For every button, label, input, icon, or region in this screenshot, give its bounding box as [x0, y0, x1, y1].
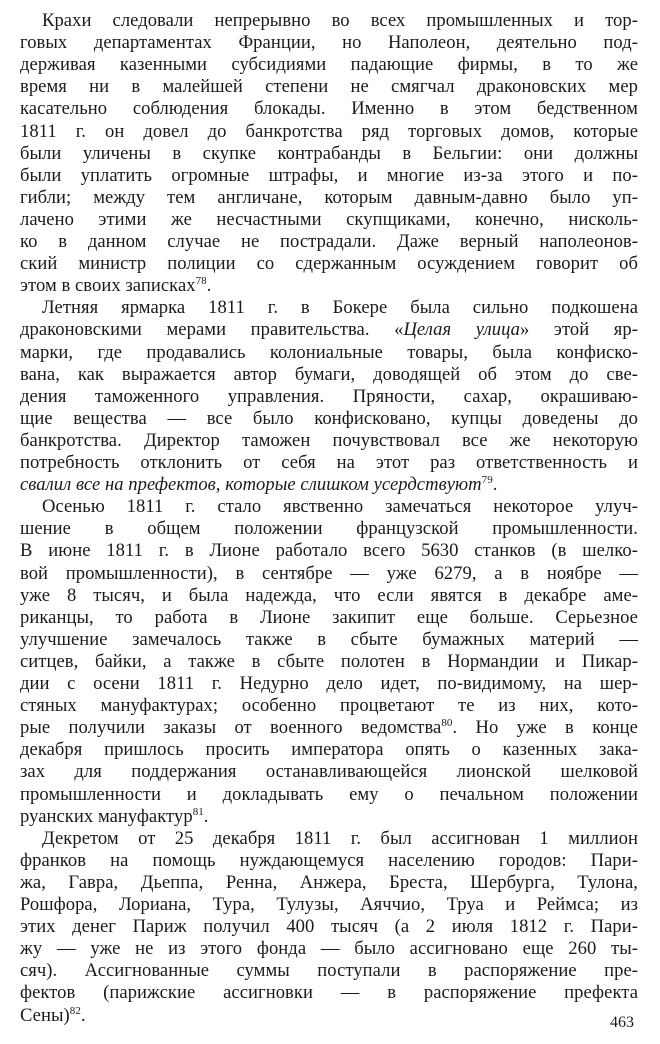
- text-line: [20, 695, 638, 717]
- text-line: [20, 629, 638, 651]
- line-text: драконовскими мерами правительства. «: [20, 319, 404, 341]
- line-text: Летняя ярмарка 1811 г. в Бокере была сильно подкошена: [42, 297, 638, 319]
- footnote-ref[interactable]: 79: [481, 474, 493, 487]
- text-line: [20, 275, 638, 297]
- text-line: [20, 386, 638, 408]
- line-text: вой промышленности), в сентябре — уже 6279, а в ноябре —: [20, 562, 638, 584]
- line-text: руанских мануфактур: [20, 805, 193, 827]
- line-text: 1811 г. он довел до банкротства ряд торговых домов, которые: [20, 120, 638, 142]
- line-text: время ни в малейшей степени не смягчал драконовских мер: [20, 76, 638, 98]
- text-line: [20, 143, 638, 165]
- text-line: [20, 585, 638, 607]
- text-line: [20, 10, 638, 32]
- line-text: стяных мануфактурах; особенно процветают те из них, кото-: [20, 695, 638, 717]
- italic-text: Целая улица: [403, 319, 520, 341]
- text-line: [20, 364, 638, 386]
- line-text: сяч). Ассигнованные суммы поступали в распоряжение пре-: [20, 960, 638, 982]
- text-line: [20, 850, 638, 872]
- footnote-ref[interactable]: 78: [195, 275, 207, 288]
- line-text: ко в данном случае не пострадали. Даже верный наполеонов-: [20, 231, 638, 252]
- footnote-ref[interactable]: 81: [192, 805, 204, 818]
- text-line: [20, 784, 638, 806]
- text-line: [20, 982, 638, 1004]
- text-line: [20, 563, 638, 585]
- line-text: банкротства. Директор таможен почувствовал все же некоторую: [20, 429, 638, 451]
- text-line: [20, 717, 638, 739]
- line-text: щие вещества — все было конфисковано, купцы доведены до: [20, 407, 638, 429]
- line-text: уже 8 тысяч, и была надежда, что если явятся в декабре аме-: [20, 584, 638, 606]
- footnote-ref[interactable]: 80: [441, 717, 453, 730]
- line-tail: .: [80, 1004, 86, 1026]
- text-line: [20, 98, 638, 120]
- text-line: [20, 1005, 638, 1027]
- line-text: этих денег Париж получил 400 тысяч (а 2 июля 1812 г. Пари-: [20, 916, 638, 938]
- italic-text: свалил все на префектов, которые слишком усердствуют: [20, 474, 482, 496]
- line-text: декабря пришлось просить императора опять о казенных зака-: [20, 739, 638, 761]
- text-line: [20, 121, 638, 143]
- line-text: лачено этими же несчастными скупщиками, конечно, нисколь-: [20, 208, 638, 230]
- line-tail: .: [203, 805, 209, 827]
- line-text: марки, где продавались колониальные товары, была конфиско-: [20, 341, 638, 363]
- line-text: вана, как выражается автор бумаги, доводящей об этом до све-: [20, 363, 638, 385]
- text-line: [20, 960, 638, 982]
- text-line: [20, 76, 638, 98]
- text-line: [20, 540, 638, 562]
- text-line: [20, 297, 638, 319]
- text-line: [20, 165, 638, 187]
- text-line: [20, 474, 638, 496]
- text-line: [20, 938, 638, 960]
- text-line: [20, 253, 638, 275]
- line-text: потребность отклонить от себя на этот раз ответственность и: [20, 452, 638, 473]
- line-text: этом в своих записках: [20, 275, 196, 297]
- text-line: [20, 761, 638, 783]
- text-line: [20, 54, 638, 76]
- line-text: жу — уже не из этого фонда — было ассигновано еще 260 ты-: [20, 938, 638, 960]
- line-text: промышленности и докладывать ему о печальном положении: [20, 783, 638, 805]
- line-text: Рошфора, Лориана, Тура, Тулузы, Аяччио, Труа и Реймса; из: [20, 894, 638, 915]
- line-text: зах для поддержания останавливающейся лионской шелковой: [20, 761, 638, 783]
- text-line: [20, 806, 638, 828]
- text-line: [20, 430, 638, 452]
- line-text: дения таможенного управления. Пряности, сахар, окрашиваю-: [20, 385, 638, 407]
- line-text: риканцы, то работа в Лионе закипит еще больше. Серьезное: [20, 606, 638, 628]
- text-line: [20, 319, 638, 341]
- line-text: Крахи следовали непрерывно во всех промышленных и тор-: [42, 10, 638, 31]
- text-line: [20, 872, 638, 894]
- text-line: [20, 496, 638, 518]
- text-line: [20, 518, 638, 540]
- line-text: дии с осени 1811 г. Недурно дело идет, по-видимому, на шер-: [20, 673, 638, 694]
- text-line: [20, 209, 638, 231]
- text-line: [20, 187, 638, 209]
- text-line: [20, 828, 638, 850]
- line-text: В июне 1811 г. в Лионе работало всего 5630 станков (в шелко-: [20, 540, 638, 562]
- line-text: Декретом от 25 декабря 1811 г. был ассигнован 1 миллион: [42, 827, 638, 849]
- text-line: [20, 607, 638, 629]
- text-line: [20, 739, 638, 761]
- line-text: говых департаментах Франции, но Наполеон, деятельно под-: [20, 32, 638, 54]
- line-tail: . Но уже в конце: [452, 717, 638, 739]
- text-line: [20, 408, 638, 430]
- text-line: [20, 231, 638, 253]
- line-text: касательно соблюдения блокады. Именно в этом бедственном: [20, 98, 638, 120]
- line-text: шение в общем положении французской промышленности.: [20, 518, 638, 540]
- footnote-ref[interactable]: 82: [69, 1004, 81, 1017]
- text-line: [20, 651, 638, 673]
- line-text: фектов (парижские ассигновки — в распоряжение префекта: [20, 982, 638, 1004]
- line-text: были уличены в скупке контрабанды в Бельгии: они должны: [20, 142, 638, 164]
- line-text: держивая казенными субсидиями падающие фирмы, в то же: [20, 54, 638, 76]
- line-text: Осенью 1811 г. стало явственно замечаться некоторое улуч-: [42, 496, 638, 518]
- line-tail: .: [206, 275, 212, 297]
- line-text: были уплатить огромные штрафы, и многие из-за этого и по-: [20, 164, 638, 186]
- line-text: Сены): [20, 1004, 70, 1026]
- line-text: ситцев, байки, а также в сбыте полотен в Нормандии и Пикар-: [20, 650, 638, 672]
- line-tail: .: [492, 474, 498, 496]
- line-text: ский министр полиции со сдержанным осуждением говорит об: [20, 253, 638, 275]
- text-line: [20, 916, 638, 938]
- line-text: гибли; между тем англичане, которым давным-давно было уп-: [20, 186, 638, 208]
- line-text: улучшение замечалось также в сбыте бумажных материй —: [20, 628, 638, 650]
- text-line: [20, 673, 638, 695]
- text-line: [20, 894, 638, 916]
- line-tail: » этой яр-: [520, 319, 638, 341]
- text-line: [20, 342, 638, 364]
- page-number: 463: [610, 1014, 634, 1031]
- line-text: рые получили заказы от военного ведомства: [20, 717, 442, 739]
- text-line: [20, 32, 638, 54]
- line-text: жа, Гавра, Дьеппа, Ренна, Анжера, Бреста, Шербурга, Тулона,: [20, 871, 638, 893]
- text-line: [20, 452, 638, 474]
- book-page: [20, 10, 638, 1034]
- line-text: франков на помощь нуждающемуся населению городов: Пари-: [20, 849, 638, 871]
